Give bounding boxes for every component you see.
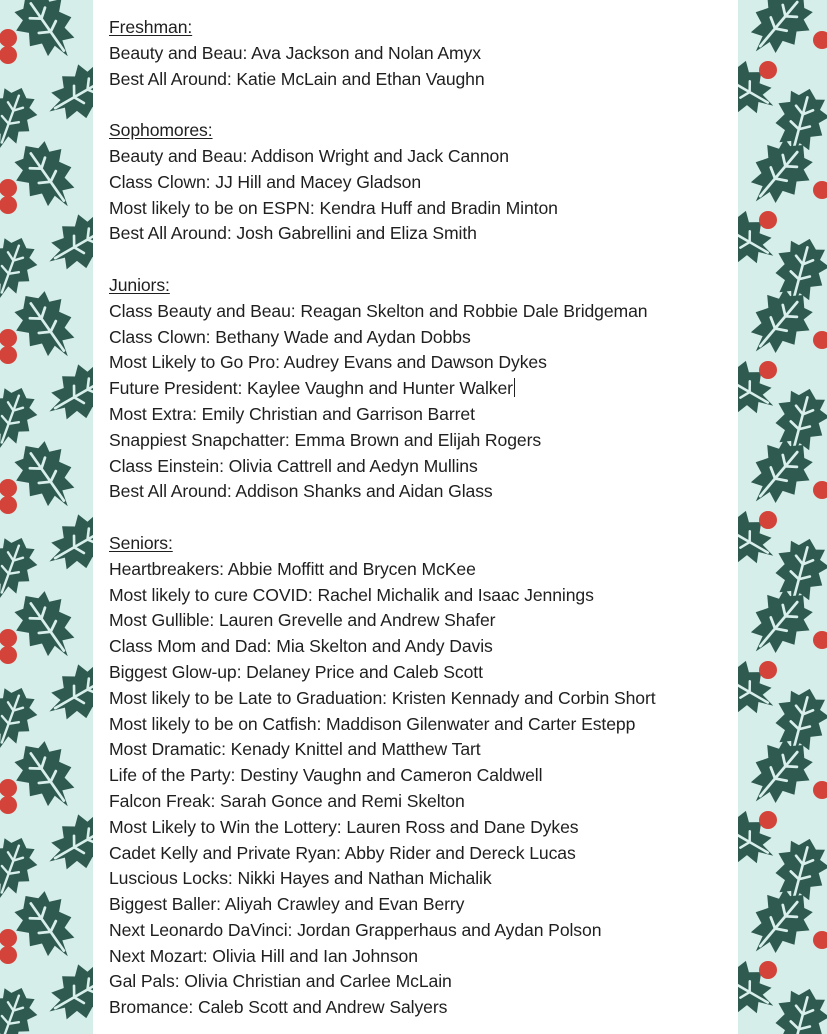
list-item: Beauty and Beau: Addison Wright and Jack Cannon <box>109 145 509 166</box>
berry-icon <box>0 479 17 497</box>
list-item: Life of the Party: Destiny Vaughn and Cameron Caldwell <box>109 765 543 786</box>
holly-leaf-icon <box>36 203 93 284</box>
berry-icon <box>813 181 827 199</box>
holly-leaf-icon <box>36 803 93 884</box>
section-seniors <box>109 531 734 1021</box>
awards-list <box>109 15 734 1021</box>
list-item: Gal Pals: Olivia Christian and Carlee McLain <box>109 971 452 992</box>
berry-icon <box>759 511 777 529</box>
list-item: Heartbreakers: Abbie Moffitt and Brycen McKee <box>109 558 476 579</box>
list-item: Falcon Freak: Sarah Gonce and Remi Skelton <box>109 790 465 811</box>
holly-leaf-icon <box>36 503 93 584</box>
list-item: Class Mom and Dad: Mia Skelton and Andy Davis <box>109 636 493 657</box>
holly-leaf-icon <box>738 800 786 877</box>
holly-leaf-icon <box>36 353 93 434</box>
list-item: Class Clown: Bethany Wade and Aydan Dobbs <box>109 326 471 347</box>
berry-icon <box>813 631 827 649</box>
holly-leaf-icon <box>738 200 786 277</box>
berry-icon <box>813 481 827 499</box>
list-item: Cadet Kelly and Private Ryan: Abby Rider and Dereck Lucas <box>109 842 576 863</box>
holly-leaf-icon <box>738 650 786 727</box>
list-item: Class Einstein: Olivia Cattrell and Aedyn Mullins <box>109 455 478 476</box>
berry-icon <box>0 46 17 64</box>
berry-icon <box>813 331 827 349</box>
list-item: Most Extra: Emily Christian and Garrison Barret <box>109 403 475 424</box>
list-item: Biggest Glow-up: Delaney Price and Caleb Scott <box>109 661 483 682</box>
holly-leaf-icon <box>0 380 44 457</box>
section-freshman <box>109 15 734 92</box>
list-item <box>109 376 734 402</box>
berry-icon <box>0 196 17 214</box>
list-item: Most likely to be on ESPN: Kendra Huff and Bradin Minton <box>109 197 558 218</box>
holly-leaf-icon <box>766 982 827 1034</box>
berry-icon <box>0 346 17 364</box>
list-item: Best All Around: Josh Gabrellini and Eliza Smith <box>109 223 477 244</box>
berry-icon <box>0 29 17 47</box>
section-heading: Sophomores: <box>109 120 213 141</box>
holly-leaf-icon <box>0 80 44 157</box>
section-heading: Seniors: <box>109 532 173 553</box>
section-heading: Juniors: <box>109 274 170 295</box>
holly-leaf-icon <box>36 653 93 734</box>
list-item: Most likely to be on Catfish: Maddison Gilenwater and Carter Estepp <box>109 713 636 734</box>
berry-icon <box>759 961 777 979</box>
list-item: Class Clown: JJ Hill and Macey Gladson <box>109 171 422 192</box>
berry-icon <box>0 496 17 514</box>
right-holly-border <box>738 0 827 1034</box>
holly-leaf-icon <box>36 53 93 134</box>
holly-leaf-icon <box>738 0 824 69</box>
berry-icon <box>813 781 827 799</box>
list-item: Bromance: Caleb Scott and Andrew Salyers <box>109 997 448 1018</box>
holly-leaf-icon <box>0 530 44 607</box>
berry-icon <box>759 661 777 679</box>
list-item: Biggest Baller: Aliyah Crawley and Evan Berry <box>109 894 465 915</box>
list-item: Most Gullible: Lauren Grevelle and Andrew Shafer <box>109 610 496 631</box>
holly-leaf-icon <box>0 980 44 1034</box>
text-cursor <box>514 378 516 397</box>
holly-leaf-icon <box>0 830 44 907</box>
berry-icon <box>0 796 17 814</box>
holly-leaf-icon <box>0 680 44 757</box>
list-item: Luscious Locks: Nikki Hayes and Nathan Michalik <box>109 868 492 889</box>
list-item: Most likely to be Late to Graduation: Kristen Kennady and Corbin Short <box>109 687 656 708</box>
section-sophomores <box>109 118 734 247</box>
berry-icon <box>759 211 777 229</box>
berry-icon <box>0 646 17 664</box>
berry-icon <box>0 779 17 797</box>
berry-icon <box>0 929 17 947</box>
holly-leaf-icon <box>36 953 93 1034</box>
holly-leaf-icon <box>738 350 786 427</box>
holly-leaf-icon <box>738 50 786 127</box>
list-item: Next Mozart: Olivia Hill and Ian Johnson <box>109 945 418 966</box>
berry-icon <box>0 329 17 347</box>
berry-icon <box>813 31 827 49</box>
section-juniors <box>109 273 734 505</box>
berry-icon <box>759 361 777 379</box>
list-item: Most likely to cure COVID: Rachel Michalik and Isaac Jennings <box>109 584 594 605</box>
list-item: Class Beauty and Beau: Reagan Skelton and Robbie Dale Bridgeman <box>109 300 648 321</box>
list-item: Snappiest Snapchatter: Emma Brown and Elijah Rogers <box>109 429 542 450</box>
berry-icon <box>0 946 17 964</box>
holly-leaf-icon <box>738 500 786 577</box>
holly-leaf-icon <box>0 230 44 307</box>
list-item: Most Likely to Win the Lottery: Lauren Ross and Dane Dykes <box>109 816 579 837</box>
document-page <box>93 0 738 1034</box>
section-heading: Freshman: <box>109 17 193 37</box>
list-item: Best All Around: Katie McLain and Ethan Vaughn <box>109 68 485 89</box>
list-item: Most Dramatic: Kenady Knittel and Matthew Tart <box>109 739 481 760</box>
list-item: Next Leonardo DaVinci: Jordan Grapperhaus and Aydan Polson <box>109 919 602 940</box>
left-holly-border <box>0 0 93 1034</box>
list-item: Beauty and Beau: Ava Jackson and Nolan Amyx <box>109 42 481 63</box>
list-item-text: Future President: Kaylee Vaughn and Hunter Walker <box>109 378 513 399</box>
berry-icon <box>0 179 17 197</box>
berry-icon <box>759 61 777 79</box>
list-item: Best All Around: Addison Shanks and Aidan Glass <box>109 481 493 502</box>
list-item: Most Likely to Go Pro: Audrey Evans and Dawson Dykes <box>109 352 547 373</box>
holly-leaf-icon <box>738 950 786 1027</box>
berry-icon <box>759 811 777 829</box>
berry-icon <box>813 931 827 949</box>
berry-icon <box>0 629 17 647</box>
